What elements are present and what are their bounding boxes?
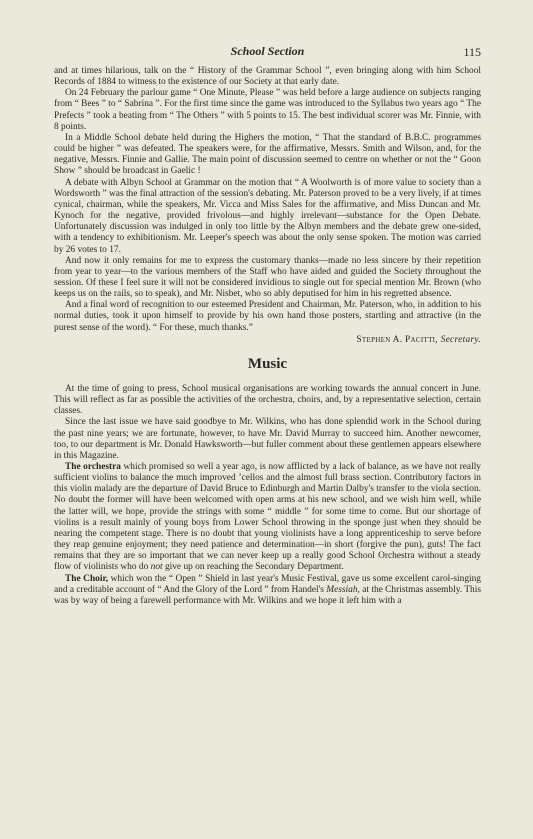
running-head: [54, 44, 481, 60]
signature-name: Stephen A. Pacitti,: [356, 334, 438, 345]
running-title: School Section: [230, 44, 305, 58]
music-paragraph-choir: [54, 574, 481, 607]
debating-paragraph-3: In a Middle School debate held during the Highers the motion, “ That the standard of B.B.C. programmes could be higher ” was defeated. The speakers were, for the affirmative, Messrs. Smith and Wilson, and, for the negative, Messrs. Finnie and Gallie. The main point of discussion seemed to centre on whether or not the “ Goon Show ” should be broadcast in Gaelic !: [54, 132, 481, 177]
section-title-music: Music: [247, 355, 288, 372]
orchestra-text: which promised so well a year ago, is now afflicted by a lack of balance, as we have not really sufficient violins to balance the much improved ’cellos and the almost full brass section. Contributory factors in this violin malady are the departure of David Bruce to Edinburgh and Martin Dalby's transfer to the viola section. No doubt the former will have been welcomed with open arms at his new school, and we wish him well, while the latter will, we hope, provide the strings with some “ middle ” for some time to come. But our shortage of violins is a result mainly of young boys from Lower School throwing in the sponge just when they should be nearing the competent stage. There is no doubt that young violinists have a long apprenticeship to serve before they reap genuine enjoyment; they need patience and determination—in short (forgive the pun), guts! The fact remains that they are so important that we can never keep up a really good School Orchestra without a steady flow of violinists who do: [54, 462, 481, 573]
choir-lead: The Choir,: [65, 573, 109, 584]
music-paragraph-2: Since the last issue we have said goodbye to Mr. Wilkins, who has done splendid work in the School during the past nine years; we are fortunate, however, to have Mr. David Murray to succeed him. Another newcomer, too, to our department is Mr. Donald Hawksworth—but fuller comment about these gentlemen appears elsewhere in this Magazine.: [54, 417, 481, 461]
page-number: 115: [463, 45, 481, 59]
music-paragraph-orchestra: [54, 462, 481, 574]
signature-role: Secretary.: [440, 334, 481, 345]
signature: [54, 335, 481, 346]
orchestra-end: give up on reaching the Secondary Department.: [162, 562, 344, 573]
debating-paragraph-2: On 24 February the parlour game “ One Minute, Please ” was held before a large audience on subjects ranging from “ Bees ” to “ Sabrina ”. For the first time since the game was introduced to the Syllabus two years ago “ The Prefects ” took a beating from “ The Others ” with 5 points to 15. The best individual scorer was Mr. Finnie, with 8 points.: [54, 88, 481, 132]
music-paragraph-1: At the time of going to press, School musical organisations are working towards the annual concert in June. This will reflect as far as possible the activities of the orchestra, choirs, and, by a representative selection, certain classes.: [54, 383, 481, 417]
orchestra-not: not: [150, 562, 163, 573]
debating-paragraph-4: A debate with Albyn School at Grammar on the motion that “ A Woolworth is of more value to society than a Wordsworth ” was the final attraction of the session's debating. Mr. Paterson proved to be a very lively, if at times cynical, chairman, while the speakers, Mr. Vicca and Miss Sales for the affirmative, and Miss Duncan and Mr. Kynoch for the negative, provided frivolous—and highly irrelevant—substance for the Open Debate. Unfortunately discussion was indulged in only too little by the Albyn members and the debate grew one-sided, with a tendency to exhibitionism. Mr. Leeper's speech was about the only sense spoken. The motion was carried by 26 votes to 17.: [54, 177, 481, 255]
choir-text-a: which won the “ Open ” Shield in last year's Music Festival, gave us some excellent carol-singing and a creditable account of “ And the Glory of the Lord ” from Handel's: [54, 573, 481, 595]
debating-paragraph-6: And a final word of recognition to our esteemed President and Chairman, Mr. Paterson, who, in addition to his normal duties, took it upon himself to provide by his own hand those posters, startling and attractive (in the purest sense of the word). “ For these, much thanks.”: [54, 300, 481, 333]
choir-messiah: Messiah,: [326, 584, 360, 595]
debating-paragraph-5: And now it only remains for me to express the customary thanks—made no less sincere by their repetition from year to year—to the various members of the Staff who have aided and guided the Society throughout the session. Of these I feel sure it will not be considered invidious to single out for special mention Mr. Brown (who keeps us on the rails, so to speak), and Mr. Nisbet, who so ably deputised for him in his regretted absence.: [54, 255, 481, 300]
debating-paragraph-1: and at times hilarious, talk on the “ History of the Grammar School ”, even bringing along with him School Records of 1884 to witness to the existence of our Society at that early date.: [54, 66, 481, 88]
orchestra-lead: The orchestra: [65, 462, 121, 472]
page-body: [54, 66, 481, 607]
choir-text-b: at the Christmas assembly. This was by way of being a farewell performance with Mr. Wilkins and we hope it left him with a: [54, 584, 481, 606]
